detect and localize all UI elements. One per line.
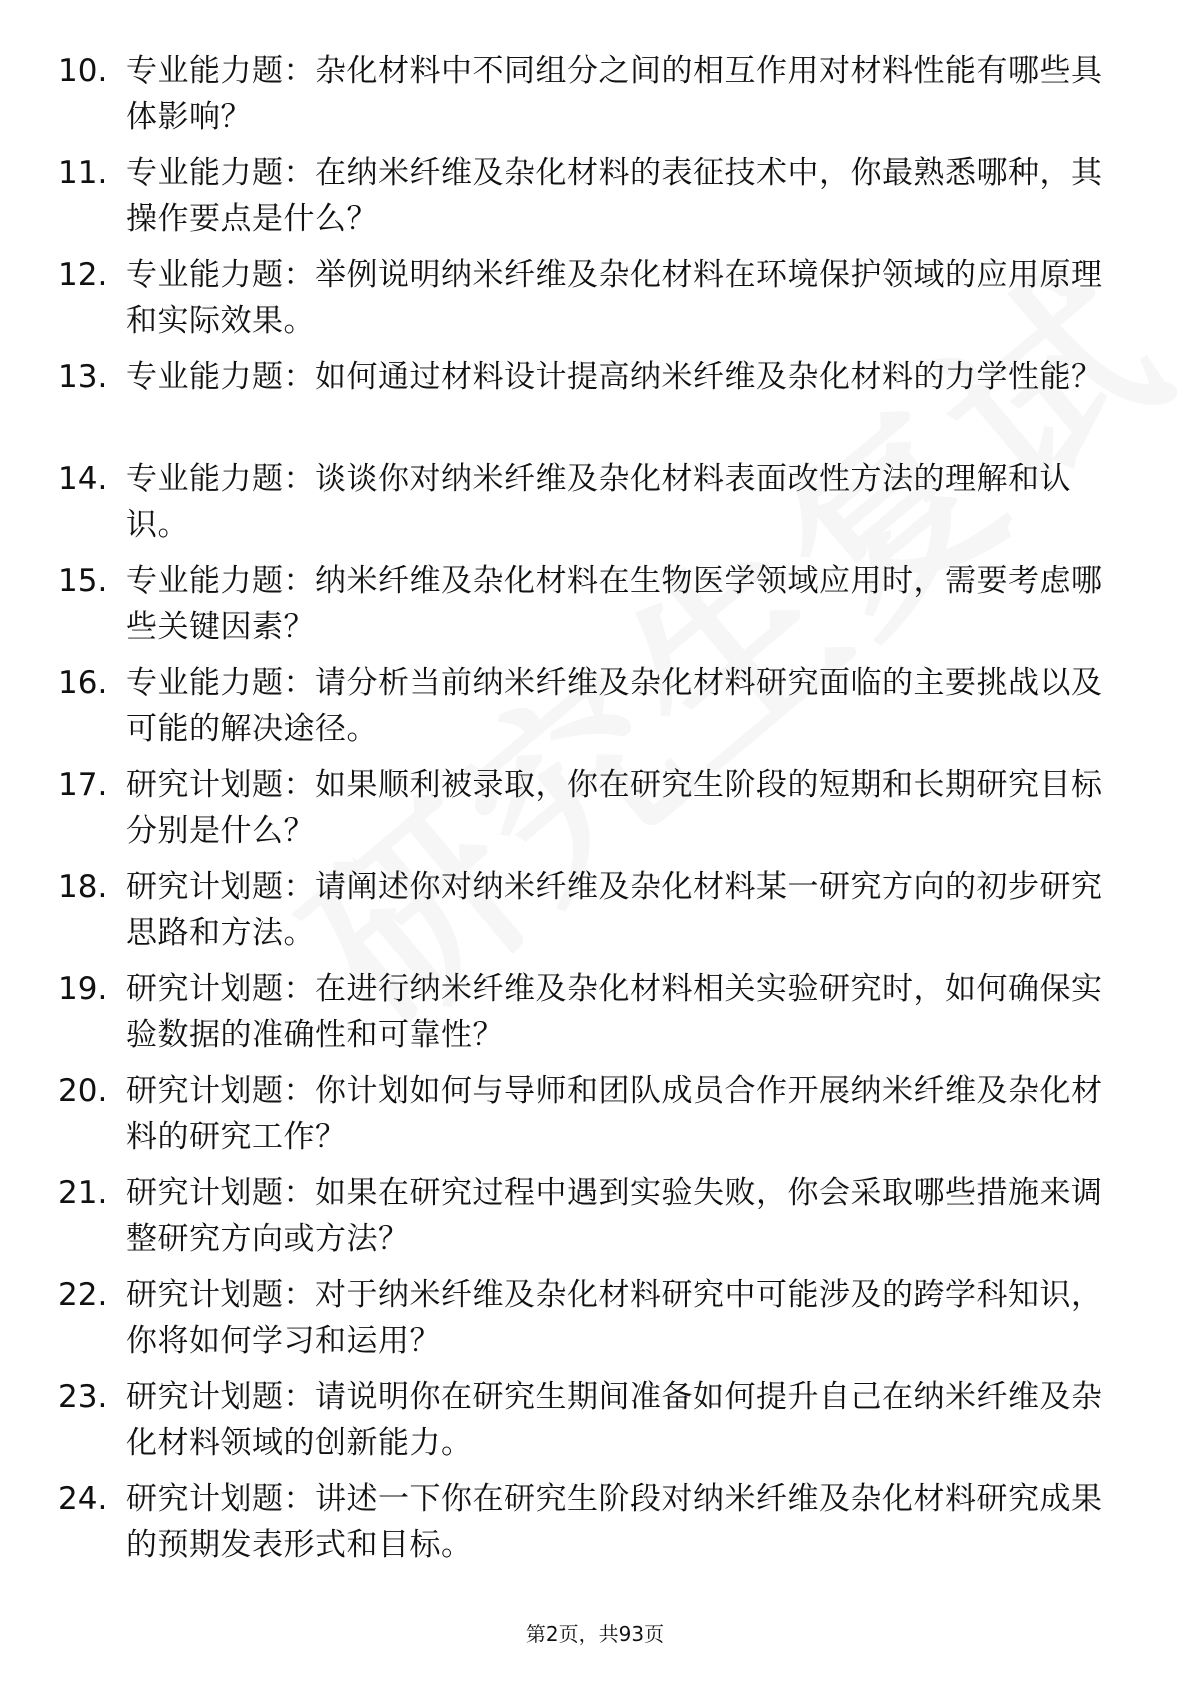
question-text: 讲述一下你在研究生阶段对纳米纤维及杂化材料研究成果的预期发表形式和目标。 xyxy=(126,1481,1103,1563)
question-text: 请说明你在研究生期间准备如何提升自己在纳米纤维及杂化材料领域的创新能力。 xyxy=(126,1379,1103,1461)
question-text: 纳米纤维及杂化材料在生物医学领域应用时，需要考虑哪些关键因素？ xyxy=(126,563,1103,645)
question-category: 专业能力题： xyxy=(126,257,315,293)
question-item xyxy=(58,150,1118,252)
question-category: 研究计划题： xyxy=(126,767,315,803)
page-number-label: 第2页，共93页 xyxy=(525,1622,665,1646)
question-body xyxy=(126,252,1118,344)
question-text: 对于纳米纤维及杂化材料研究中可能涉及的跨学科知识，你将如何学习和运用？ xyxy=(126,1277,1103,1359)
question-body xyxy=(126,762,1118,854)
question-text: 如果顺利被录取，你在研究生阶段的短期和长期研究目标分别是什么？ xyxy=(126,767,1103,849)
question-number: 10. xyxy=(58,53,108,89)
question-text: 请分析当前纳米纤维及杂化材料研究面临的主要挑战以及可能的解决途径。 xyxy=(126,665,1103,747)
question-text: 请阐述你对纳米纤维及杂化材料某一研究方向的初步研究思路和方法。 xyxy=(126,869,1103,951)
question-category: 专业能力题： xyxy=(126,53,315,89)
page-footer xyxy=(0,1618,1190,1647)
question-body xyxy=(126,1170,1118,1262)
question-number: 17. xyxy=(58,767,108,803)
question-body xyxy=(126,1476,1118,1568)
question-item xyxy=(58,1170,1118,1272)
question-body xyxy=(126,660,1118,752)
question-category: 研究计划题： xyxy=(126,1175,315,1211)
question-text: 如何通过材料设计提高纳米纤维及杂化材料的力学性能？ xyxy=(315,359,1103,395)
question-body xyxy=(126,558,1118,650)
question-category: 专业能力题： xyxy=(126,563,315,599)
question-category: 专业能力题： xyxy=(126,461,315,497)
question-item xyxy=(58,252,1118,354)
question-number: 22. xyxy=(58,1277,108,1313)
question-list xyxy=(58,48,1118,1578)
question-number: 19. xyxy=(58,971,108,1007)
question-category: 研究计划题： xyxy=(126,1073,315,1109)
question-number: 11. xyxy=(58,155,108,191)
question-item xyxy=(58,558,1118,660)
question-item xyxy=(58,456,1118,558)
question-category: 研究计划题： xyxy=(126,1379,315,1415)
question-category: 专业能力题： xyxy=(126,665,315,701)
question-text: 谈谈你对纳米纤维及杂化材料表面改性方法的理解和认识。 xyxy=(126,461,1071,543)
question-text: 在进行纳米纤维及杂化材料相关实验研究时，如何确保实验数据的准确性和可靠性？ xyxy=(126,971,1103,1053)
question-number: 12. xyxy=(58,257,108,293)
question-item xyxy=(58,354,1118,456)
question-item xyxy=(58,1476,1118,1578)
question-body xyxy=(126,1068,1118,1160)
question-number: 15. xyxy=(58,563,108,599)
question-category: 研究计划题： xyxy=(126,971,315,1007)
question-item xyxy=(58,48,1118,150)
question-text: 杂化材料中不同组分之间的相互作用对材料性能有哪些具体影响？ xyxy=(126,53,1103,135)
question-category: 研究计划题： xyxy=(126,1481,315,1517)
question-item xyxy=(58,966,1118,1068)
question-item xyxy=(58,762,1118,864)
question-body xyxy=(126,354,1118,400)
question-number: 24. xyxy=(58,1481,108,1517)
question-number: 23. xyxy=(58,1379,108,1415)
question-text: 如果在研究过程中遇到实验失败，你会采取哪些措施来调整研究方向或方法？ xyxy=(126,1175,1103,1257)
question-category: 专业能力题： xyxy=(126,359,315,395)
question-item xyxy=(58,1374,1118,1476)
question-body xyxy=(126,1272,1118,1364)
question-number: 13. xyxy=(58,359,108,395)
question-number: 21. xyxy=(58,1175,108,1211)
question-item xyxy=(58,1272,1118,1374)
question-body xyxy=(126,966,1118,1058)
question-number: 14. xyxy=(58,461,108,497)
question-category: 研究计划题： xyxy=(126,1277,315,1313)
question-category: 专业能力题： xyxy=(126,155,315,191)
question-text: 举例说明纳米纤维及杂化材料在环境保护领域的应用原理和实际效果。 xyxy=(126,257,1103,339)
question-item xyxy=(58,660,1118,762)
question-number: 16. xyxy=(58,665,108,701)
question-number: 20. xyxy=(58,1073,108,1109)
question-item xyxy=(58,1068,1118,1170)
question-body xyxy=(126,456,1118,548)
question-body xyxy=(126,864,1118,956)
question-item xyxy=(58,864,1118,966)
question-body xyxy=(126,150,1118,242)
question-number: 18. xyxy=(58,869,108,905)
question-body xyxy=(126,48,1118,140)
question-body xyxy=(126,1374,1118,1466)
question-category: 研究计划题： xyxy=(126,869,315,905)
question-text: 你计划如何与导师和团队成员合作开展纳米纤维及杂化材料的研究工作？ xyxy=(126,1073,1103,1155)
question-text: 在纳米纤维及杂化材料的表征技术中，你最熟悉哪种，其操作要点是什么？ xyxy=(126,155,1103,237)
